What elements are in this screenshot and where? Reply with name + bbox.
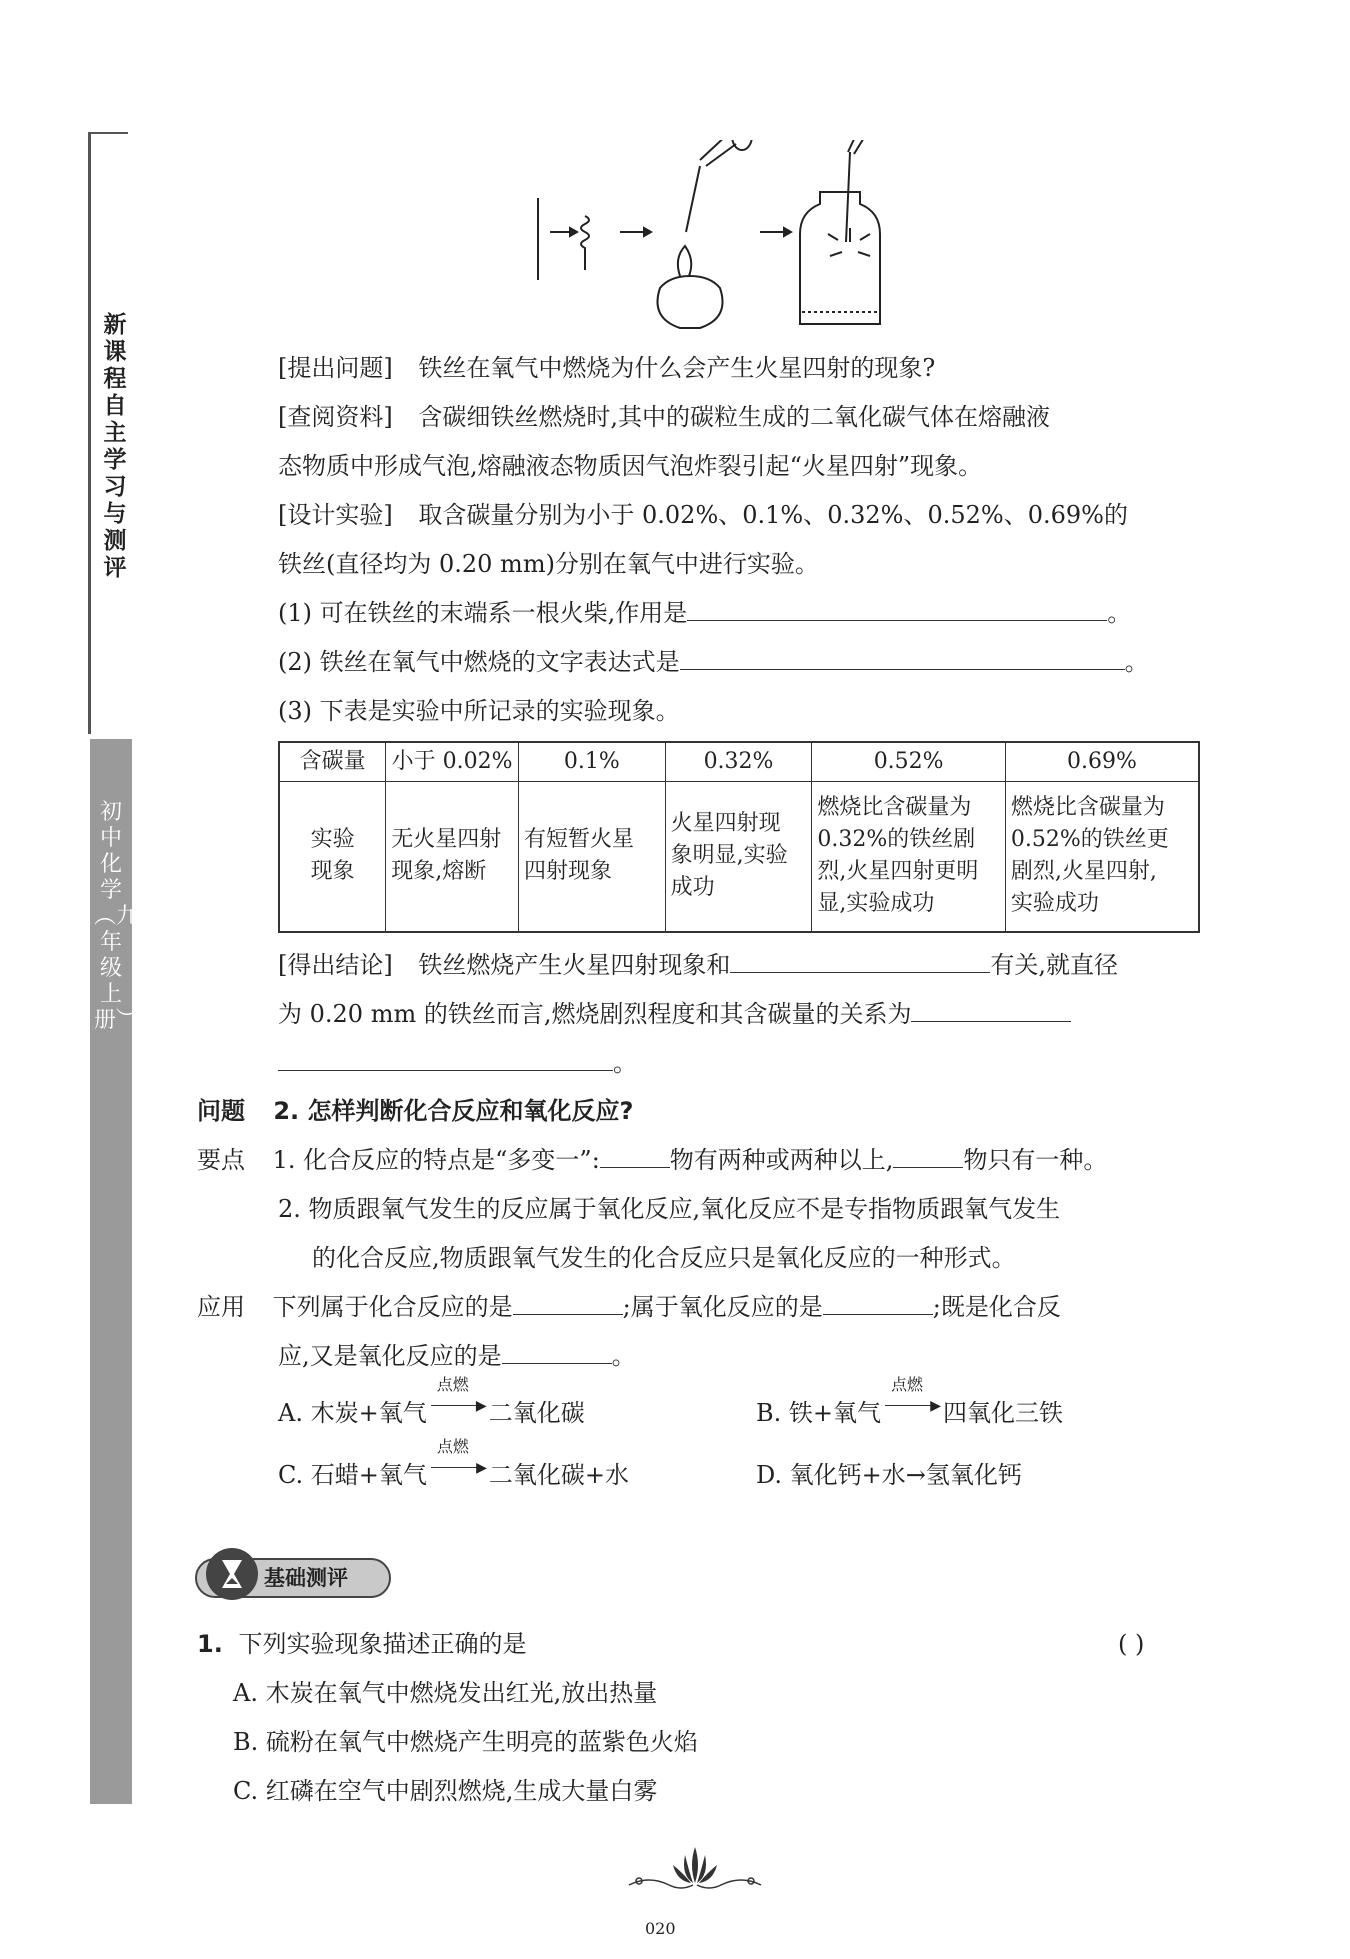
- apply-text-1a: 下列属于化合反应的是: [272, 1293, 513, 1321]
- conclusion-blank-2a[interactable]: [911, 997, 1071, 1022]
- quiz-question-1: [197, 1627, 526, 1661]
- table-cell: [1005, 782, 1199, 932]
- conclusion-text-1b: 有关,就直径: [990, 951, 1119, 979]
- key-label: 要点: [197, 1146, 245, 1174]
- quiz-option-A[interactable]: A. 木炭在氧气中燃烧发出红光,放出热量: [233, 1679, 658, 1707]
- reaction-arrow: →: [905, 1461, 926, 1489]
- problem-label: 问题: [197, 1097, 245, 1125]
- apply-blank-1[interactable]: [513, 1290, 623, 1315]
- problem-2-heading: [197, 1094, 633, 1128]
- option-A-product: 二氧化碳: [488, 1399, 585, 1427]
- conclusion-text-2: 为 0.20 mm 的铁丝而言,燃烧剧烈程度和其含碳量的关系为: [278, 1000, 912, 1028]
- option-D-reactants: D. 氧化钙+水: [756, 1461, 906, 1489]
- figure-alcohol-lamp: [658, 276, 723, 328]
- key-blank-1[interactable]: [600, 1143, 670, 1168]
- reference-label: [查阅资料]: [278, 403, 393, 431]
- cell-line: 剧烈,火星四射,: [1010, 859, 1157, 885]
- table-cell: [386, 782, 519, 932]
- figure-sparks: [828, 228, 870, 256]
- figure-tongs-1: [700, 140, 736, 166]
- apply-blank-3[interactable]: [502, 1339, 612, 1364]
- cell-line: 烈,火星四射更明: [817, 859, 979, 885]
- carbon-content-table: [278, 741, 1200, 933]
- question-text: 铁丝在氧气中燃烧为什么会产生火星四射的现象?: [418, 354, 936, 382]
- condition-label: 点燃: [891, 1375, 924, 1394]
- period: 。: [613, 1049, 637, 1077]
- section-badge-label: 基础测评: [264, 1566, 348, 1590]
- reference-text-1: 含碳细铁丝燃烧时,其中的碳粒生成的二氧化碳气体在熔融液: [418, 403, 1051, 431]
- row-label-line: 实验: [310, 827, 355, 853]
- key-2-line-2: 的化合反应,物质跟氧气发生的化合反应只是氧化反应的一种形式。: [312, 1244, 1016, 1272]
- conclusion-line-1: [278, 948, 1118, 982]
- row-label-line: 现象: [310, 859, 355, 885]
- hourglass-icon: [206, 1548, 258, 1600]
- answer-blank-2[interactable]: [680, 645, 1125, 670]
- table-header-cell: 0.52%: [812, 742, 1006, 782]
- period: 。: [1124, 648, 1149, 676]
- option-C-product: 二氧化碳+水: [488, 1461, 629, 1489]
- ignite-arrow: 点燃 ▶: [429, 1459, 487, 1483]
- ignite-arrow: 点燃 ▶: [429, 1397, 487, 1421]
- quiz-option-B[interactable]: B. 硫粉在氧气中燃烧产生明亮的蓝紫色火焰: [233, 1728, 698, 1756]
- quiz-question-number: 1.: [197, 1630, 223, 1658]
- option-B-product: 四氧化三铁: [943, 1399, 1064, 1427]
- cell-line: 有短暂火星: [523, 827, 634, 853]
- cell-line: 燃烧比含碳量为: [1010, 795, 1165, 821]
- answer-blank-1[interactable]: [687, 596, 1107, 621]
- quiz-question-text: 下列实验现象描述正确的是: [238, 1630, 527, 1658]
- table-header-cell: 0.1%: [518, 742, 665, 782]
- footer-ornament: [625, 1837, 765, 1897]
- subquestion-2: [278, 645, 1149, 679]
- question-label: [提出问题]: [278, 354, 393, 382]
- subquestion-1: [278, 596, 1131, 630]
- reference-text-2: 态物质中形成气泡,熔融液态物质因气泡炸裂引起“火星四射”现象。: [278, 452, 983, 480]
- subquestion-2-text: (2) 铁丝在氧气中燃烧的文字表达式是: [278, 648, 680, 676]
- cell-line: 燃烧比含碳量为: [817, 795, 972, 821]
- page-number: 020: [645, 1919, 676, 1938]
- figure-gas-jar: [800, 192, 880, 324]
- table-cell: [665, 782, 812, 932]
- cell-line: 火星四射现: [670, 811, 781, 837]
- option-B: [756, 1375, 1064, 1430]
- figure-flame: [678, 246, 691, 276]
- ignite-arrow: 点燃 ▶: [883, 1397, 941, 1421]
- table-cell: [812, 782, 1006, 932]
- cell-line: 0.52%的铁丝更: [1010, 827, 1169, 853]
- key-2-line-1: 2. 物质跟氧气发生的反应属于氧化反应,氧化反应不是专指物质跟氧气发生: [278, 1195, 1061, 1223]
- question-line: [278, 351, 935, 385]
- table-cell: [518, 782, 665, 932]
- subquestion-3-text: (3) 下表是实验中所记录的实验现象。: [278, 697, 680, 725]
- quiz-option-C[interactable]: C. 红磷在空气中剧烈燃烧,生成大量白雾: [233, 1777, 658, 1805]
- table-header-row: [279, 742, 1199, 782]
- apply-label: 应用: [197, 1293, 245, 1321]
- table-header-cell: 含碳量: [279, 742, 386, 782]
- option-D: [756, 1458, 1022, 1492]
- conclusion-blank-2b[interactable]: [278, 1046, 613, 1071]
- option-B-reactants: B. 铁+氧气: [756, 1399, 882, 1427]
- key-1-text-c: 物只有一种。: [963, 1146, 1108, 1174]
- design-text-1: 取含碳量分别为小于 0.02%、0.1%、0.32%、0.52%、0.69%的: [418, 501, 1128, 529]
- option-D-product: 氢氧化钙: [925, 1461, 1022, 1489]
- apply-text-2b: 。: [611, 1342, 636, 1370]
- cell-line: 象明显,实验: [670, 843, 788, 869]
- problem-title: 2. 怎样判断化合反应和氧化反应?: [273, 1097, 634, 1125]
- option-A-reactants: A. 木炭+氧气: [278, 1399, 427, 1427]
- conclusion-label: [得出结论]: [278, 951, 393, 979]
- apply-text-1c: ;既是化合反: [932, 1293, 1061, 1321]
- conclusion-text-1: 铁丝燃烧产生火星四射现象和: [418, 951, 731, 979]
- cell-line: 现象,熔断: [391, 859, 487, 885]
- cell-line: 实验成功: [1010, 891, 1099, 917]
- table-row-label: [279, 782, 386, 932]
- cell-line: 0.32%的铁丝剧: [817, 827, 976, 853]
- apply-text-2a: 应,又是氧化反应的是: [278, 1342, 502, 1370]
- answer-parentheses[interactable]: ( ): [1118, 1630, 1145, 1658]
- key-blank-2[interactable]: [893, 1143, 963, 1168]
- design-text-2: 铁丝(直径均为 0.20 mm)分别在氧气中进行实验。: [278, 550, 819, 578]
- key-1-text-b: 物有两种或两种以上,: [669, 1146, 894, 1174]
- cell-line: 无火星四射: [391, 827, 502, 853]
- series-title: 新课程自主学习与测评: [103, 312, 127, 581]
- option-A: [278, 1375, 585, 1430]
- book-subtitle: 初中化学︵九年级上册︶: [94, 800, 139, 1033]
- conclusion-blank-1[interactable]: [730, 948, 990, 973]
- iron-wire-experiment-figure: [520, 140, 1220, 340]
- reference-line-1: [278, 400, 1050, 434]
- table-row: [279, 782, 1199, 932]
- key-1-text-a: 1. 化合反应的特点是“多变一”:: [272, 1146, 600, 1174]
- conclusion-line-3: [278, 1046, 637, 1080]
- subquestion-1-text: (1) 可在铁丝的末端系一根火柴,作用是: [278, 599, 688, 627]
- conclusion-line-2: [278, 997, 1071, 1031]
- option-C: [278, 1437, 629, 1492]
- apply-text-1b: ;属于氧化反应的是: [622, 1293, 823, 1321]
- apply-blank-2[interactable]: [823, 1290, 933, 1315]
- table-header-cell: 0.69%: [1005, 742, 1199, 782]
- cell-line: 四射现象: [523, 859, 612, 885]
- cell-line: 显,实验成功: [817, 891, 935, 917]
- cell-line: 成功: [670, 875, 715, 901]
- apply-line-1: [197, 1290, 1061, 1324]
- period: 。: [1107, 599, 1132, 627]
- figure-coiled-wire: [581, 216, 589, 270]
- condition-label: 点燃: [436, 1437, 469, 1456]
- apply-line-2: [278, 1339, 636, 1373]
- design-label: [设计实验]: [278, 501, 393, 529]
- table-header-cell: 小于 0.02%: [386, 742, 519, 782]
- option-C-reactants: C. 石蜡+氧气: [278, 1461, 427, 1489]
- key-point-1: [197, 1143, 1107, 1177]
- design-line-1: [278, 498, 1128, 532]
- table-header-cell: 0.32%: [665, 742, 812, 782]
- condition-label: 点燃: [436, 1375, 469, 1394]
